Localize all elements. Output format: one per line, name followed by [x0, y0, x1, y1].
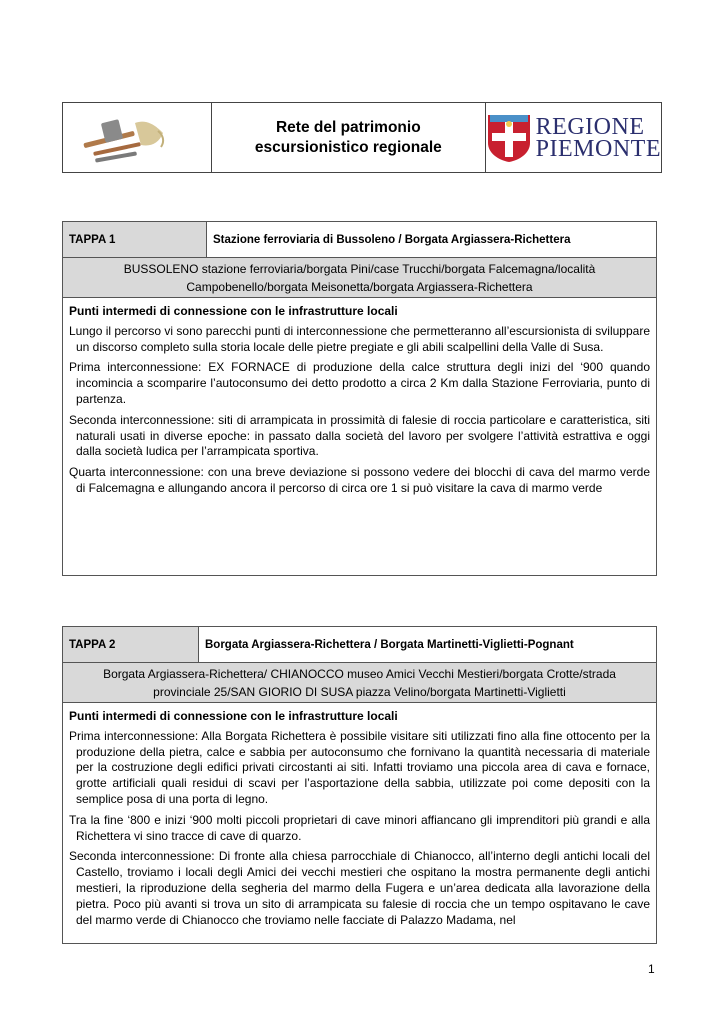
page-number: 1: [648, 962, 655, 976]
tappa1-route-line2: Campobenello/borgata Meisonetta/borgata Argiassera-Richettera: [186, 280, 533, 294]
tools-illustration-cell: [63, 103, 212, 172]
piemonte-shield-icon: [486, 113, 532, 163]
tappa1-paragraph: Quarta interconnessione: con una breve deviazione si possono vedere dei blocchi di cava del marmo verde di Falcemagna e allungando ancora il percorso di circa ore 1 si può visitare la cava di marmo verde: [69, 465, 650, 495]
tappa2-paragraph: Seconda interconnessione: Di fronte alla chiesa parrocchiale di Chianocco, all’interno degli antichi locali del Castello, troviamo i locali degli Amici dei vecchi mestieri che ospitano la mostra permanente degli antichi mestieri, la riproduzione della segheria del marmo della Fugera e un’area dedicata alla lavorazione della pietra. Poco più avanti si trova un sito di arrampicata su falesie di roccia che un tempo ospitavano le cave del marmo verde di Chianocco che troviamo nelle facciate di Palazzo Madama, nel: [69, 849, 650, 927]
header-table: [62, 102, 662, 173]
tappa1-table: [62, 221, 657, 576]
tappa2-route-line2: provinciale 25/SAN GIORIO DI SUSA piazza Velino/borgata Martinetti-Viglietti: [153, 685, 566, 699]
tappa2-route: [63, 663, 656, 703]
tappa1-title: Stazione ferroviaria di Bussoleno / Borgata Argiassera-Richettera: [213, 233, 571, 246]
tappa2-title: Borgata Argiassera-Richettera / Borgata Martinetti-Viglietti-Pognant: [205, 638, 574, 651]
chisel-hammer-icon: [63, 103, 211, 172]
tappa2-paragraph: Prima interconnessione: Alla Borgata Richettera è possibile visitare siti utilizzati fino alla fine ottocento per la produzione della pietra, calce e sabbia per autoconsumo che fornivano la quantità necessaria di materiale per la costruzione degli edifici privati circostanti ai siti. Infatti troviamo una piccola area di cava e fornace, grotte artificiali quali residui di scavi per l’asportazione della sabbia, utilizzate poi come depositi con la semplice posa di una porta di legno.: [69, 728, 650, 806]
tappa1-route-line1: BUSSOLENO stazione ferroviaria/borgata Pini/case Trucchi/borgata Falcemagna/località: [123, 262, 596, 276]
tappa1-paragraph: Prima interconnessione: EX FORNACE di produzione della calce struttura degli inizi del ‘900 quando incomincia a scomparire l’autoconsumo dei detto prodotto a circa 2 Km dalla Stazione Ferroviaria, punto di partenza.: [69, 360, 650, 406]
tappa1-header-row: [63, 222, 656, 258]
tappa1-subtitle: Punti intermedi di connessione con le infrastrutture locali: [69, 304, 398, 318]
regione-piemonte-logo: [486, 103, 661, 172]
tappa2-route-line1: Borgata Argiassera-Richettera/ CHIANOCCO museo Amici Vecchi Mestieri/borgata Crotte/strada: [103, 667, 616, 681]
logo-text-piemonte: PIEMONTE: [535, 135, 661, 162]
tappa2-subtitle: Punti intermedi di connessione con le infrastrutture locali: [69, 709, 398, 723]
tappa1-route: [63, 258, 656, 298]
tappa2-paragraph: Tra la fine ‘800 e inizi ‘900 molti piccoli proprietari di cave minori affiancano gli imprenditori più grandi e alla Richettera vi sino tracce di cave di quarzo.: [69, 812, 650, 843]
header-title: Rete del patrimonio escursionistico regionale: [212, 103, 486, 172]
tappa2-label: TAPPA 2: [63, 627, 199, 662]
tappa1-body: [63, 298, 656, 497]
tappa1-label: TAPPA 1: [63, 222, 207, 257]
logo-text-regione: REGIONE: [535, 113, 645, 140]
tappa1-paragraph: Lungo il percorso vi sono parecchi punti di interconnessione che permetteranno all’escursionista di sviluppare un discorso completo sulla storia locale delle pietre pregiate e gli abili scalpellini della Valle di Susa.: [69, 323, 650, 354]
tappa2-header-row: [63, 627, 656, 663]
tappa2-table: [62, 626, 657, 944]
tappa2-body: [63, 703, 656, 942]
tappa1-paragraph: Seconda interconnessione: siti di arrampicata in prossimità di falesie di roccia particolare e caratteristica, siti naturali usati in diverse epoche: in passato dalla società del lavoro per svolgere l’attività estrattiva e oggi dalla società ludica per l’arrampicata sportiva.: [69, 412, 650, 459]
